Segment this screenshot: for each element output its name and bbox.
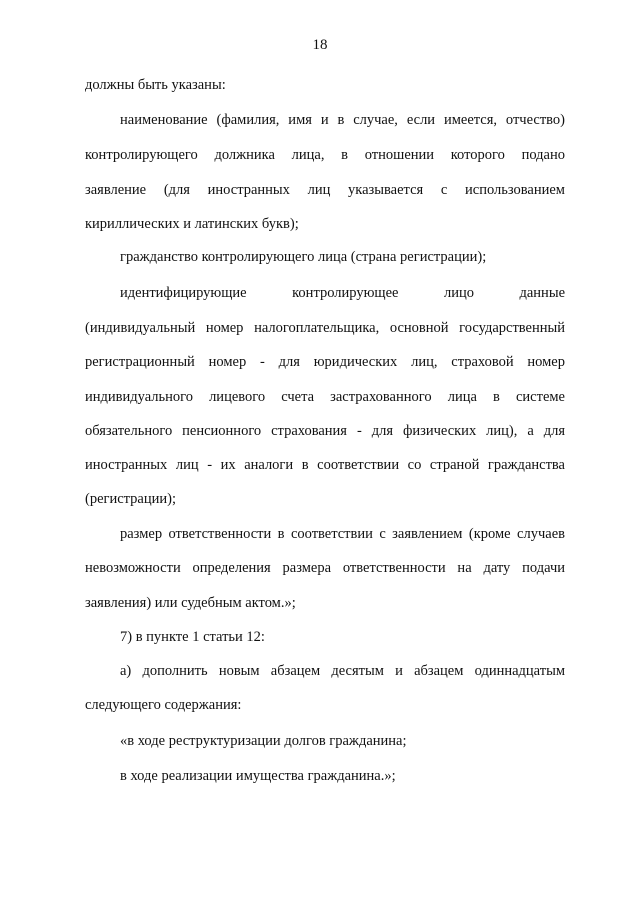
page-number: 18 — [312, 37, 328, 53]
text-line: «в ходе реструктуризации долгов гражданина; — [120, 733, 407, 749]
text-line: 7) в пункте 1 статьи 12: — [120, 629, 265, 645]
text-line: гражданство контролирующего лица (страна регистрации); — [120, 249, 487, 265]
text-line: иностранных лиц - их аналоги в соответствии со страной гражданства — [85, 457, 565, 473]
text-line: должны быть указаны: — [85, 77, 226, 93]
text-line: размер ответственности в соответствии с заявлением (кроме случаев — [120, 526, 565, 542]
text-line: кириллических и латинских букв); — [85, 216, 299, 232]
text-line: индивидуального лицевого счета застрахованного лица в системе — [85, 389, 565, 405]
text-line: обязательного пенсионного страхования - для физических лиц), а для — [85, 423, 565, 439]
text-line: заявление (для иностранных лиц указывается с использованием — [85, 182, 565, 198]
text-line: контролирующего должника лица, в отношении которого подано — [85, 147, 565, 163]
text-line: следующего содержания: — [85, 697, 242, 713]
text-line: в ходе реализации имущества гражданина.»; — [120, 768, 396, 784]
text-line: наименование (фамилия, имя и в случае, если имеется, отчество) — [120, 112, 565, 128]
text-line: регистрационный номер - для юридических лиц, страховой номер — [85, 354, 565, 370]
text-line: заявления) или судебным актом.»; — [85, 595, 296, 611]
text-line: идентифицирующие контролирующее лицо данные — [120, 285, 565, 301]
text-line: (индивидуальный номер налогоплательщика, основной государственный — [85, 320, 565, 336]
text-line: невозможности определения размера ответственности на дату подачи — [85, 560, 565, 576]
text-line: а) дополнить новым абзацем десятым и абзацем одиннадцатым — [120, 663, 565, 679]
text-line: (регистрации); — [85, 491, 176, 507]
